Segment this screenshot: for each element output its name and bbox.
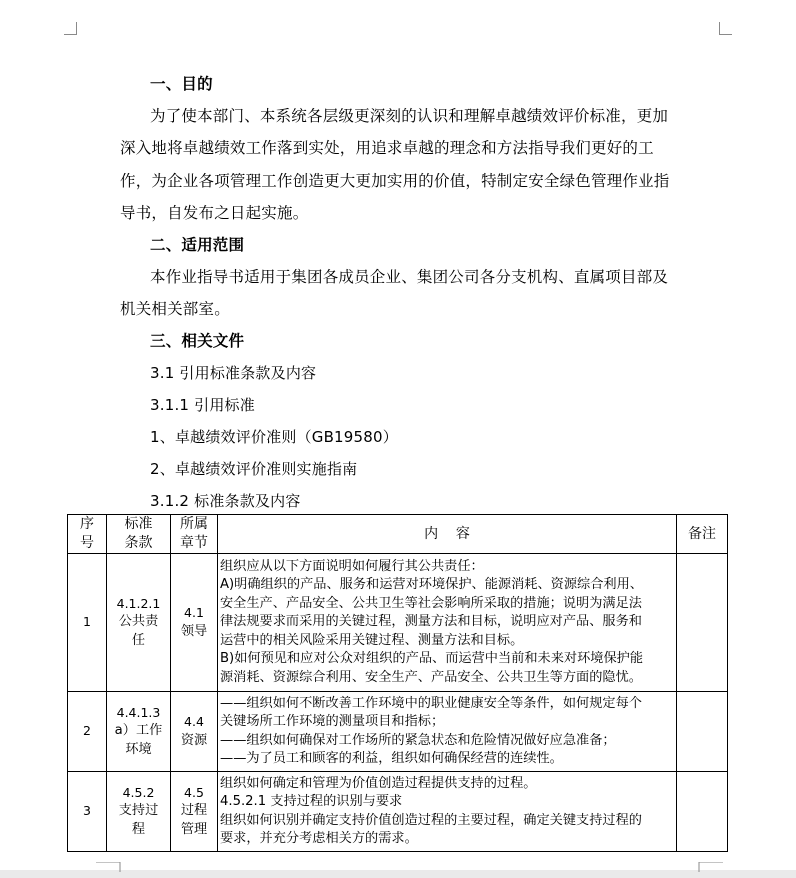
section-1-line: 为了使本部门、本系统各层级更深刻的认识和理解卓越绩效评价标准，更加 bbox=[150, 107, 669, 125]
subsection-title: 3.1.1 引用标准 bbox=[150, 396, 255, 414]
section-1-line: 深入地将卓越绩效工作落到实处，用追求卓越的理念和方法指导我们更好的工 bbox=[120, 139, 654, 157]
row-remark bbox=[677, 554, 728, 692]
row-seq: 1 bbox=[68, 554, 107, 692]
standard-clauses-table bbox=[67, 514, 728, 852]
section-1-line: 导书，自发布之日起实施。 bbox=[120, 204, 309, 222]
margin-corner-marker bbox=[675, 862, 723, 872]
section-2-heading: 二、适用范围 bbox=[150, 236, 245, 254]
row-seq: 2 bbox=[68, 692, 107, 772]
header-chapter: 所属 章节 bbox=[171, 515, 218, 554]
header-clause: 标准 条款 bbox=[107, 515, 171, 554]
reference-item: 1、卓越绩效评价准则（GB19580） bbox=[150, 428, 398, 446]
header-content: 内 容 bbox=[218, 515, 677, 554]
margin-corner-marker bbox=[96, 862, 144, 872]
table-header-row bbox=[68, 515, 728, 554]
row-seq: 3 bbox=[68, 772, 107, 852]
row-clause: 4.5.2 支持过 程 bbox=[107, 772, 171, 852]
row-clause: 4.1.2.1 公共责 任 bbox=[107, 554, 171, 692]
row-chapter: 4.4 资源 bbox=[171, 692, 218, 772]
row-content: 组织如何确定和管理为价值创造过程提供支持的过程。 4.5.2.1 支持过程的识别与要求 组织如何识别并确定支持价值创造过程的主要过程，确定关键支持过程的 要求，并充分考虑相关方的需求。 bbox=[218, 772, 677, 852]
row-chapter: 4.1 领导 bbox=[171, 554, 218, 692]
section-1-line: 作，为企业各项管理工作创造更大更加实用的价值，特制定安全绿色管理作业指 bbox=[120, 172, 670, 190]
table-row bbox=[68, 692, 728, 772]
subsection-title: 3.1 引用标准条款及内容 bbox=[150, 364, 317, 382]
section-1-heading: 一、目的 bbox=[150, 75, 213, 93]
subsection-title: 3.1.2 标准条款及内容 bbox=[150, 492, 301, 510]
row-content: ——组织如何不断改善工作环境中的职业健康安全等条件，如何规定每个 关键场所工作环境的测量项目和指标； ——组织如何确保对工作场所的紧急状态和危险情况做好应急准备； ——为了员工和顾客的利益，组织如何确保经营的连续性。 bbox=[218, 692, 677, 772]
margin-corner-marker bbox=[719, 22, 732, 35]
section-2-line: 机关相关部室。 bbox=[120, 300, 230, 318]
row-remark bbox=[677, 692, 728, 772]
table-row bbox=[68, 554, 728, 692]
table-row bbox=[68, 772, 728, 852]
header-remark: 备注 bbox=[677, 515, 728, 554]
row-clause: 4.4.1.3 a）工作 环境 bbox=[107, 692, 171, 772]
row-remark bbox=[677, 772, 728, 852]
row-chapter: 4.5 过程 管理 bbox=[171, 772, 218, 852]
reference-item: 2、卓越绩效评价准则实施指南 bbox=[150, 460, 358, 478]
row-content: 组织应从以下方面说明如何履行其公共责任： A)明确组织的产品、服务和运营对环境保护、能源消耗、资源综合利用、 安全生产、产品安全、公共卫生等社会影响所采取的措施；说明为满足法 律法规要求而采用的关键过程，测量方法和目标，说明应对产品、服务和 运营中的相关风险采用关键过程、测量方法和目标。 B)如何预见和应对公众对组织的产品、而运营中当前和未来对环境保护能 源消耗、资源综合利用、安全生产、产品安全、公共卫生等方面的隐忧。 bbox=[218, 554, 677, 692]
header-seq: 序 号 bbox=[68, 515, 107, 554]
section-3-heading: 三、相关文件 bbox=[150, 332, 245, 350]
section-2-line: 本作业指导书适用于集团各成员企业、集团公司各分支机构、直属项目部及 bbox=[150, 268, 669, 286]
margin-corner-marker bbox=[64, 22, 77, 35]
